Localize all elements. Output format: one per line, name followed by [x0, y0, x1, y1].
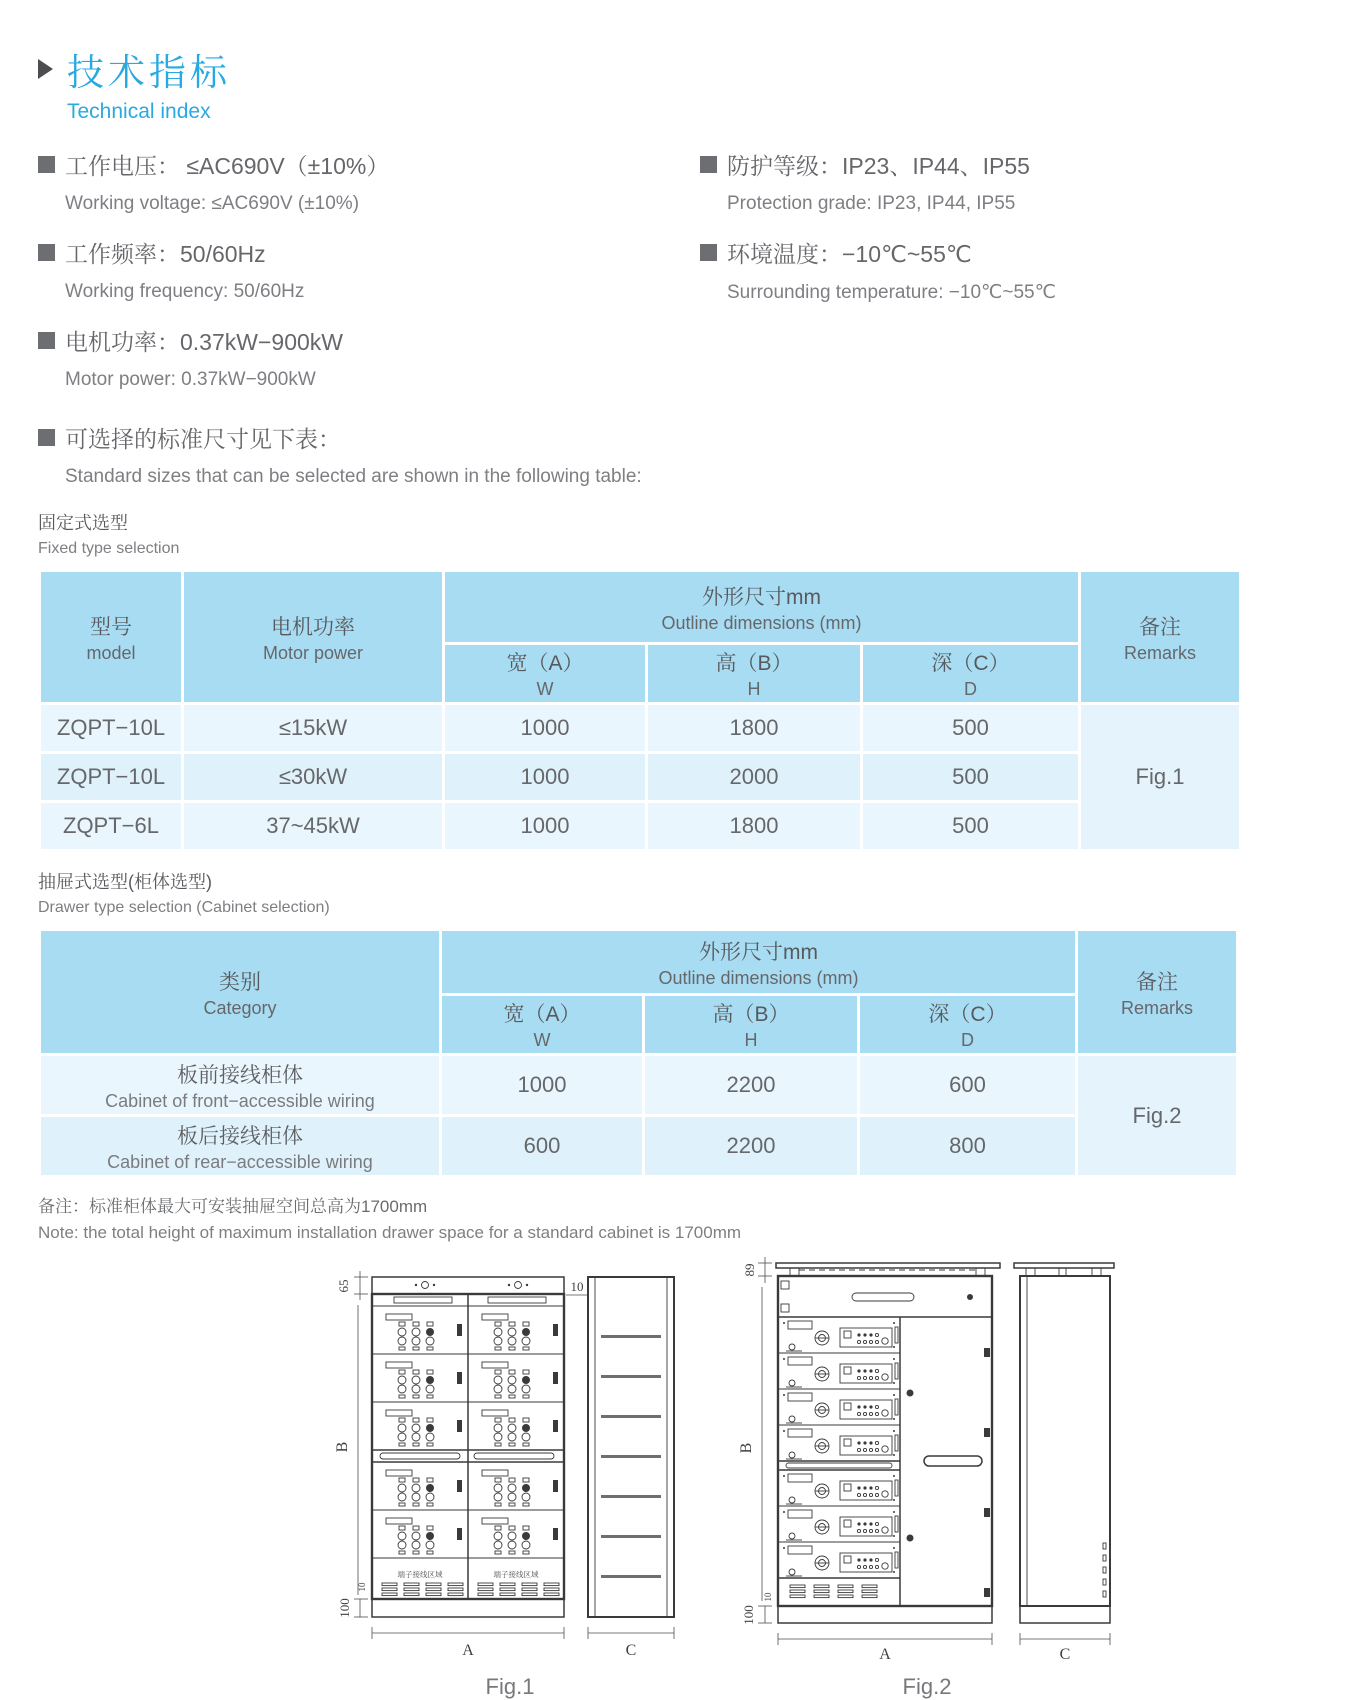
table-row: [41, 705, 1239, 751]
table-row: [41, 1117, 1236, 1175]
note-en: Note: the total height of maximum installation drawer space for a standard cabinet is 1700mm: [38, 1223, 742, 1242]
height-cell: 1800: [648, 803, 860, 849]
fig2-dim-height-label: B: [738, 1442, 755, 1454]
spec-item: [700, 236, 1327, 304]
vent-stack: [814, 1585, 829, 1598]
fig1-front-view: [372, 1277, 564, 1617]
vent-stack: [404, 1583, 419, 1596]
note-zh: 备注：标准柜体最大可安装抽屉空间总高为1700mm: [38, 1197, 428, 1216]
depth-cell: 600: [860, 1056, 1075, 1114]
bullet-square-icon: [700, 244, 717, 261]
vent-stack: [838, 1585, 853, 1598]
drawer-unit: [783, 1321, 898, 1351]
table-intro-en: Standard sizes that can be selected are shown in the following table:: [65, 466, 642, 487]
width-cell: 1000: [442, 1056, 642, 1114]
fig2-front-view: [776, 1263, 1000, 1623]
vent-stack: [478, 1583, 493, 1596]
spec-en-text: Working frequency: 50/60Hz: [65, 281, 305, 302]
fixed-type-table: [38, 569, 1242, 852]
fixed-section-title-zh: 固定式选型: [38, 513, 128, 533]
fig2-dim-depth-label: C: [1059, 1646, 1071, 1663]
fig2-drawing: [732, 1253, 1122, 1665]
drawer-unit: [783, 1429, 898, 1459]
compartment: [482, 1518, 558, 1554]
fig2-dim-width-label: A: [879, 1646, 891, 1663]
drawer-unit: [783, 1510, 898, 1540]
page-header: [38, 42, 1327, 96]
table-intro: [38, 421, 1327, 488]
remark-cell: Fig.1: [1081, 705, 1239, 849]
table-row: [41, 803, 1239, 849]
drawer-unit: [783, 1357, 898, 1387]
fig1-side-view: [588, 1277, 674, 1617]
height-cell: 2200: [645, 1056, 857, 1114]
power-cell: 37~45kW: [184, 803, 442, 849]
fig1-dim-depth-label: C: [625, 1642, 637, 1659]
col-header-height: 高（B） H: [648, 645, 860, 702]
fig1-dim-gap-label: 10: [570, 1279, 584, 1294]
table-row: [41, 1056, 1236, 1114]
spec-en-text: Surrounding temperature: −10℃~55℃: [727, 282, 1056, 303]
vent-stack: [544, 1583, 559, 1596]
compartment: [482, 1470, 558, 1506]
spec-en-text: Motor power: 0.37kW−900kW: [65, 369, 316, 390]
figures-area: [38, 1253, 1327, 1700]
bullet-square-icon: [38, 429, 55, 446]
vent-stack: [500, 1583, 515, 1596]
width-cell: 1000: [445, 705, 645, 751]
fixed-section-title-en: Fixed type selection: [38, 540, 180, 557]
right-triangle-icon: [38, 59, 53, 79]
drawer-section-title-en: Drawer type selection (Cabinet selection): [38, 899, 330, 916]
depth-cell: 500: [863, 803, 1078, 849]
vent-stack: [522, 1583, 537, 1596]
spec-zh-text: 防护等级：IP23、IP44、IP55: [727, 153, 1030, 179]
vent-stack: [448, 1583, 463, 1596]
depth-cell: 500: [863, 705, 1078, 751]
spec-zh-text: 电机功率：0.37kW−900kW: [65, 329, 343, 355]
col-header-model: 型号 model: [41, 572, 181, 702]
spec-en-text: Working voltage: ≤AC690V (±10%): [65, 193, 360, 214]
spec-zh-text: 工作频率：50/60Hz: [65, 241, 266, 267]
remark-cell: Fig.2: [1078, 1056, 1236, 1175]
compartment: [386, 1410, 462, 1446]
figure-1: [330, 1265, 690, 1700]
vent-stack: [426, 1583, 441, 1596]
compartment: [386, 1518, 462, 1554]
vent-stack: [790, 1585, 805, 1598]
width-cell: 1000: [445, 754, 645, 800]
compartment: [482, 1314, 558, 1350]
drawer-type-table: [38, 928, 1239, 1178]
col-header-depth: 深（C） D: [863, 645, 1078, 702]
col-header-outline-dimensions: 外形尺寸mm Outline dimensions (mm): [445, 572, 1078, 642]
fig2-caption: Fig.2: [902, 1674, 952, 1699]
spec-item: [700, 148, 1327, 215]
col-header-height: 高（B） H: [645, 996, 857, 1053]
depth-cell: 800: [860, 1117, 1075, 1175]
col-header-width: 宽（A） W: [445, 645, 645, 702]
bullet-square-icon: [700, 156, 717, 173]
fig1-dimensions: [334, 1271, 674, 1659]
drawer-unit: [783, 1474, 898, 1504]
spec-column-left: [38, 148, 700, 412]
model-cell: ZQPT−10L: [41, 705, 181, 751]
compartment: [386, 1362, 462, 1398]
drawer-unit: [783, 1546, 898, 1576]
fig2-side-view: [1014, 1263, 1114, 1623]
fig1-dim-plinth-label: 100: [337, 1598, 352, 1618]
height-cell: 1800: [648, 705, 860, 751]
col-header-motor-power: 电机功率 Motor power: [184, 572, 442, 702]
compartment: [386, 1470, 462, 1506]
width-cell: 1000: [445, 803, 645, 849]
fig2-dim-top-label: 89: [742, 1263, 757, 1277]
category-cell: 板前接线柜体 Cabinet of front−accessible wiring: [41, 1056, 439, 1114]
spec-item: [38, 236, 700, 303]
col-header-remarks: 备注 Remarks: [1078, 931, 1236, 1053]
compartment: [482, 1410, 558, 1446]
fig1-caption: Fig.1: [485, 1674, 535, 1699]
table-row: [41, 754, 1239, 800]
col-header-remarks: 备注 Remarks: [1081, 572, 1239, 702]
fig1-dim-top-label: 65: [336, 1279, 351, 1293]
category-cell: 板后接线柜体 Cabinet of rear−accessible wiring: [41, 1117, 439, 1175]
compartment: [386, 1314, 462, 1350]
width-cell: 600: [442, 1117, 642, 1175]
fig2-dim-vent-label: 10: [763, 1592, 773, 1602]
depth-cell: 500: [863, 754, 1078, 800]
terminal-area-label: 端子接线区域: [397, 1570, 443, 1579]
vent-stack: [862, 1585, 877, 1598]
spec-zh-text: 环境温度：−10℃~55℃: [727, 241, 972, 267]
spec-item: [38, 324, 700, 391]
col-header-width: 宽（A） W: [442, 996, 642, 1053]
fig2-dim-plinth-label: 100: [741, 1605, 756, 1625]
spec-en-text: Protection grade: IP23, IP44, IP55: [727, 193, 1016, 214]
fig1-dim-height-label: B: [334, 1441, 351, 1453]
fig1-dim-width-label: A: [462, 1642, 474, 1659]
spec-list: [38, 148, 1327, 412]
spec-zh-text: 工作电压： ≤AC690V（±10%）: [65, 153, 390, 179]
fig1-drawing: [330, 1265, 690, 1665]
compartment: [482, 1362, 558, 1398]
height-cell: 2200: [645, 1117, 857, 1175]
col-header-category: 类别 Category: [41, 931, 439, 1053]
bullet-square-icon: [38, 156, 55, 173]
drawer-section-title-zh: 抽屉式选型(柜体选型): [38, 872, 212, 892]
model-cell: ZQPT−10L: [41, 754, 181, 800]
page-title-en: Technical index: [67, 100, 211, 123]
page-title-zh: 技术指标: [67, 52, 231, 93]
model-cell: ZQPT−6L: [41, 803, 181, 849]
col-header-outline-dimensions: 外形尺寸mm Outline dimensions (mm): [442, 931, 1075, 993]
power-cell: ≤15kW: [184, 705, 442, 751]
drawer-unit: [783, 1393, 898, 1423]
spec-item: [38, 148, 700, 215]
col-header-depth: 深（C） D: [860, 996, 1075, 1053]
height-cell: 2000: [648, 754, 860, 800]
fig1-dim-vent-label: 10: [357, 1582, 367, 1592]
terminal-area-label: 端子接线区域: [493, 1570, 539, 1579]
bullet-square-icon: [38, 332, 55, 349]
power-cell: ≤30kW: [184, 754, 442, 800]
vent-stack: [382, 1583, 397, 1596]
figure-2: [732, 1253, 1122, 1700]
spec-column-right: [700, 148, 1327, 412]
bullet-square-icon: [38, 244, 55, 261]
table-intro-zh: 可选择的标准尺寸见下表：: [65, 426, 341, 452]
